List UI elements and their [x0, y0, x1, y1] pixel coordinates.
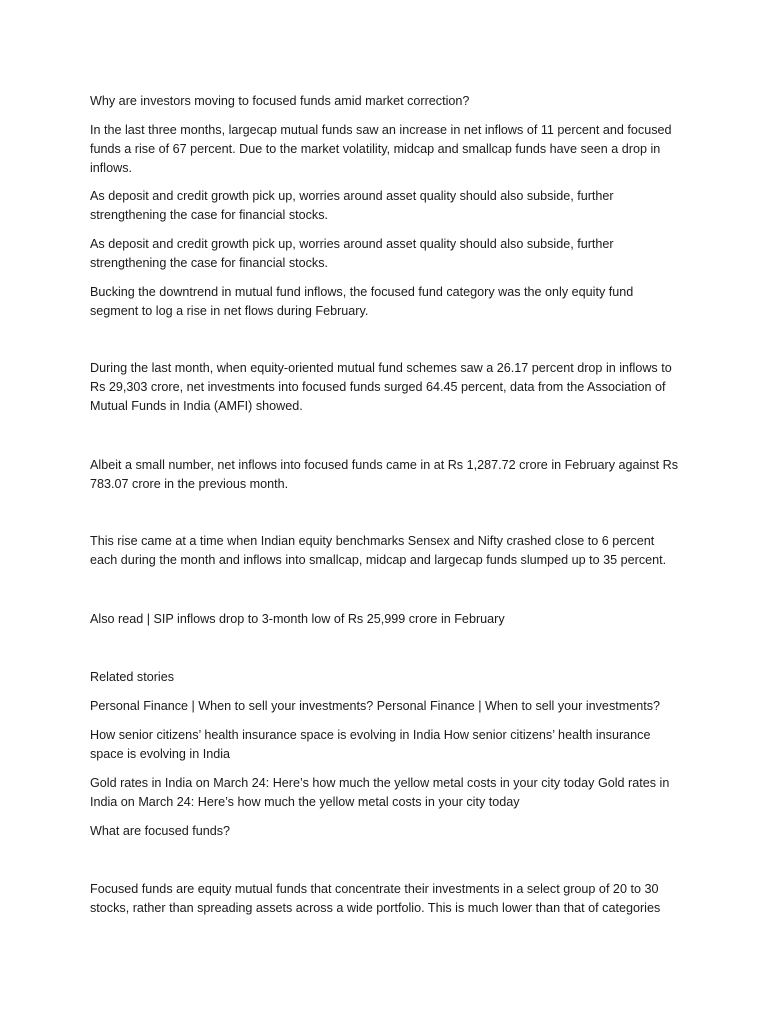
- paragraph-deposit-growth: As deposit and credit growth pick up, worries around asset quality should also subside, further strengthening the case for financial stocks.: [90, 189, 614, 222]
- paragraph-net-inflows: Albeit a small number, net inflows into focused funds came in at Rs 1,287.72 crore in February against Rs 783.07 crore in the previous month.: [90, 458, 679, 491]
- question-heading: Why are investors moving to focused funds amid market correction?: [90, 94, 470, 108]
- paragraph-inflows-intro: In the last three months, largecap mutual funds saw an increase in net inflows of 11 percent and focused funds a rise of 67 percent. Due to the market volatility, midcap and smallcap funds have seen a drop in inflows.: [90, 123, 672, 175]
- related-story-sell-investments: Personal Finance | When to sell your investments? Personal Finance | When to sell your investments?: [90, 699, 661, 713]
- related-stories-heading: Related stories: [90, 670, 174, 684]
- related-story-health-insurance: How senior citizens’ health insurance space is evolving in India How senior citizens’ health insurance space is evolving in India: [90, 728, 651, 761]
- paragraph-focused-funds-definition: Focused funds are equity mutual funds that concentrate their investments in a select group of 20 to 30 stocks, rather than spreading assets across a wide portfolio. This is much lower than that of categories: [90, 882, 661, 915]
- related-story-gold-rates: Gold rates in India on March 24: Here’s how much the yellow metal costs in your city today Gold rates in India on March 24: Here’s how much the yellow metal costs in your city today: [90, 776, 670, 809]
- paragraph-bucking-downtrend: Bucking the downtrend in mutual fund inflows, the focused fund category was the only equity fund segment to log a rise in net flows during February.: [90, 285, 634, 318]
- paragraph-benchmarks: This rise came at a time when Indian equity benchmarks Sensex and Nifty crashed close to 6 percent each during the month and inflows into smallcap, midcap and largecap funds slumped up to 35 percent.: [90, 534, 667, 567]
- focused-funds-heading: What are focused funds?: [90, 824, 231, 838]
- also-read-line: Also read | SIP inflows drop to 3-month low of Rs 25,999 crore in February: [90, 612, 505, 626]
- paragraph-deposit-growth-repeat: As deposit and credit growth pick up, worries around asset quality should also subside, further strengthening the case for financial stocks.: [90, 237, 614, 270]
- paragraph-last-month: During the last month, when equity-oriented mutual fund schemes saw a 26.17 percent drop in inflows to Rs 29,303 crore, net investments into focused funds surged 64.45 percent, data from the Association of Mutual Funds in India (AMFI) showed.: [90, 361, 672, 413]
